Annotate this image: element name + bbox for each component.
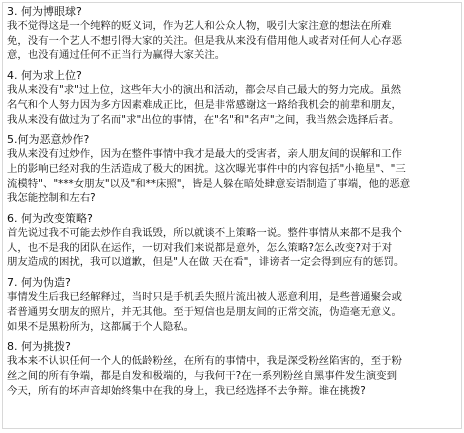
paragraph-line: 我怎能控制和左右? bbox=[7, 192, 96, 205]
section-4 bbox=[7, 69, 457, 127]
paragraph-line: 上的影响已经对我的生活造成了极大的困扰。这次曝光事件中的内容包括"小艳星"、"三 bbox=[7, 162, 406, 175]
paragraph-line: 者普通男女朋友的照片，并无其他。至于短信也是朋友间的正常交流，伪造毫无意义。 bbox=[7, 305, 402, 318]
section-heading: 6. 何为改变策略? bbox=[7, 212, 93, 226]
paragraph-line: 我从来没有"求"过上位，这些年大小的演出和活动，都会尽自己最大的努力完成。虽然 bbox=[7, 84, 402, 97]
section-heading: 7. 何为伪造? bbox=[7, 276, 71, 290]
section-heading: 5.何为恶意炒作? bbox=[7, 133, 90, 147]
section-heading: 4. 何为求上位? bbox=[7, 69, 82, 83]
section-5 bbox=[7, 133, 457, 206]
paragraph-line: 朋友造成的困扰，我可以道歉，但是"人在做 天在看"，诽谤者一定会得到应有的惩罚。 bbox=[7, 256, 405, 269]
paragraph-line: 我从来没有做过为了名而"求"出位的事情，在"名"和"名声"之间，我当然会选择后者。 bbox=[7, 113, 400, 126]
section-3 bbox=[7, 5, 457, 63]
section-heading: 3. 何为博眼球? bbox=[7, 5, 82, 18]
paragraph-line: 如果不是黑粉所为，这都属于个人隐私。 bbox=[7, 320, 195, 333]
section-heading: 8. 何为挑拨? bbox=[7, 340, 71, 354]
paragraph-line: 意，也没有通过任何不正当行为赢得大家关注。 bbox=[7, 49, 226, 62]
paragraph-line: 人，也不是我的团队在运作，一切对我们来说都是意外，怎么策略?怎么改变?对于对 bbox=[7, 241, 393, 254]
paragraph-line: 我本来不认识任何一个人的低龄粉丝，在所有的事情中，我是深受粉丝陷害的，至于粉 bbox=[7, 355, 402, 368]
paragraph-line: 我从来没有过炒作，因为在整件事情中我才是最大的受害者，亲人朋友间的误解和工作 bbox=[7, 148, 402, 161]
section-8 bbox=[7, 340, 457, 398]
paragraph-line: 我不觉得这是一个纯粹的贬义词，作为艺人和公众人物，吸引大家注意的想法在所难 bbox=[7, 20, 392, 32]
document bbox=[2, 2, 462, 429]
paragraph-line: 事情发生后我已经解释过，当时只是手机丢失照片流出被人恶意利用，是些普通聚会或 bbox=[7, 291, 402, 304]
paragraph-line: 丝之间的所有争端，都是自发和极端的，与我何干?在一系列粉丝自黑事件发生演变到 bbox=[7, 369, 397, 382]
section-7 bbox=[7, 276, 457, 334]
paragraph-line: 今天，所有的坏声音却始终集中在我的身上，我已经选择不去争辩。谁在挑拨? bbox=[7, 384, 366, 397]
paragraph-line: 免，没有一个艺人不想引得大家的关注。但是我从来没有借用他人或者对任何人心存恶 bbox=[7, 34, 402, 47]
paragraph-line: 首先说过我不可能去炒作自我诋毁，所以就谈不上策略一说。整件事情从来都不是我个 bbox=[7, 227, 402, 240]
section-6 bbox=[7, 212, 457, 270]
paragraph-line: 名气和个人努力因为多方因素难成正比，但是非常感谢这一路给我机会的前辈和朋友， bbox=[7, 98, 402, 111]
paragraph-line: 流模特"、"***女朋友"以及"和**床照"，皆是人躲在暗处肆意妄语制造了事端，他的恶意 bbox=[7, 177, 411, 190]
